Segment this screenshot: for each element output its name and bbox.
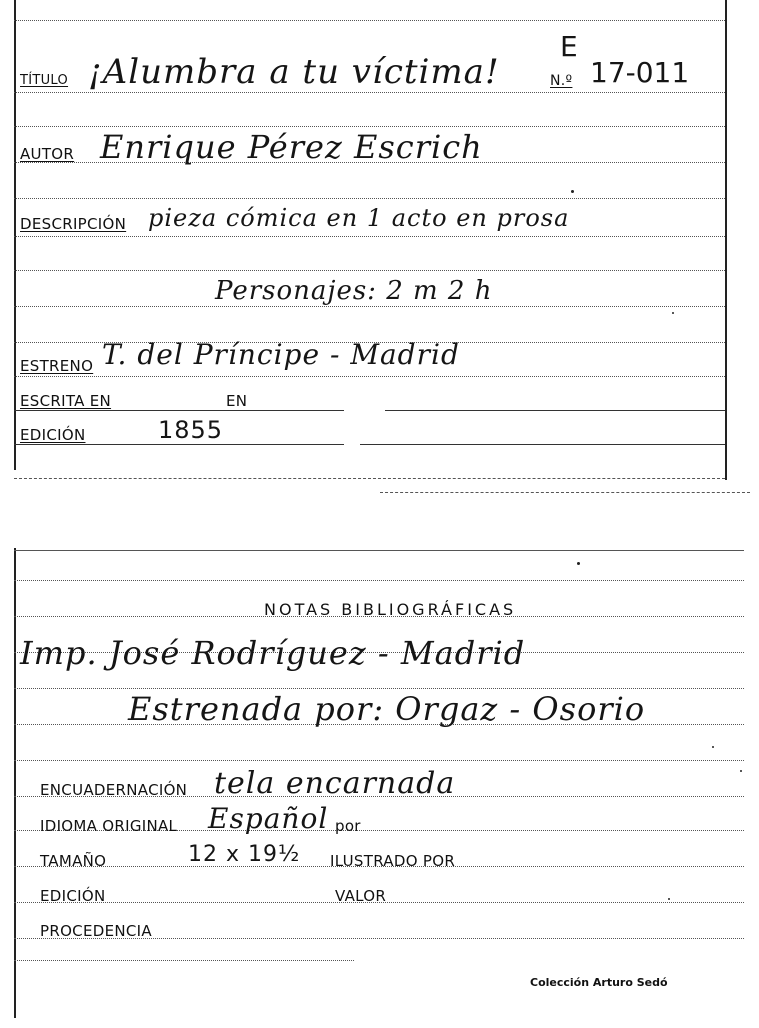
titulo-label: TÍTULO [20,73,69,88]
estreno-value: T. del Príncipe - Madrid [102,338,460,371]
ink-speck [668,898,670,900]
catalog-card-top [0,0,759,500]
field-underline [385,410,725,411]
por-label: por [335,817,361,835]
ink-speck [571,190,574,193]
edicion-label: EDICIÓN [20,426,86,444]
note-line: Estrenada por: Orgaz - Osorio [128,690,646,728]
ruled-line [14,688,744,689]
ruled-line [14,376,725,377]
note-line: Imp. José Rodríguez - Madrid [20,634,526,672]
ruled-line [14,20,725,21]
escrita-en-label: ESCRITA EN [20,392,112,410]
ruled-line [14,92,725,93]
ruled-line [14,126,725,127]
numero-value: 17-011 [590,56,690,89]
ilustrado-por-label: ILUSTRADO POR [330,852,456,870]
card-left-border [14,0,16,470]
ink-speck [740,770,742,772]
field-underline [360,444,725,445]
card-top-edge [14,550,744,551]
ink-speck [672,312,674,314]
collection-credit: Colección Arturo Sedó [530,976,668,989]
ruled-line [14,306,725,307]
ruled-line [14,960,354,961]
en-label: EN [226,392,248,410]
estreno-label: ESTRENO [20,357,94,375]
ink-speck [577,562,580,565]
ruled-line [14,270,725,271]
ruled-line [14,198,725,199]
descripcion-value: pieza cómica en 1 acto en prosa [148,204,570,232]
card-bottom-edge [14,478,725,479]
valor-label: VALOR [335,887,387,905]
idioma-original-value: Español [208,802,329,835]
field-underline [14,410,344,411]
numero-label: N.º [550,73,573,89]
encuadernacion-value: tela encarnada [214,766,456,801]
procedencia-label: PROCEDENCIA [40,922,152,940]
descripcion-label: DESCRIPCIÓN [20,215,127,233]
personajes-value: Personajes: 2 m 2 h [215,276,493,306]
tamano-value: 12 x 19½ [188,842,301,867]
ink-speck [712,746,714,748]
tamano-label: TAMAÑO [40,852,107,870]
edicion-value: 1855 [158,416,224,444]
field-underline [14,444,344,445]
notas-heading: NOTAS BIBLIOGRÁFICAS [264,600,517,619]
letter-mark: E [560,30,579,63]
card-bottom-edge [380,492,750,493]
ruled-line [14,580,744,581]
ruled-line [14,236,725,237]
ruled-line [14,760,744,761]
encuadernacion-label: ENCUADERNACIÓN [40,781,188,799]
idioma-original-label: IDIOMA ORIGINAL [40,817,178,835]
card-left-border [14,548,16,1018]
autor-label: AUTOR [20,145,75,163]
edicion-label: EDICIÓN [40,887,106,905]
catalog-card-bottom [0,540,759,1028]
titulo-value: ¡Alumbra a tu víctima! [88,52,500,92]
autor-value: Enrique Pérez Escrich [100,128,483,166]
card-right-border [725,0,727,480]
